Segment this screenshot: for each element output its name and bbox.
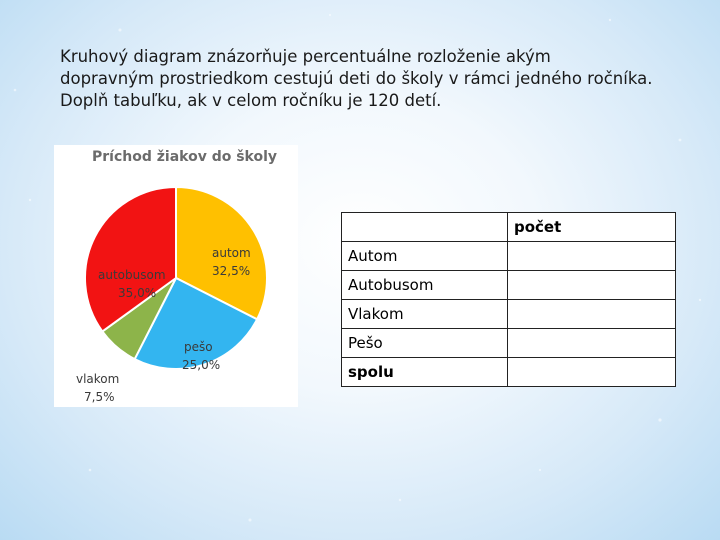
pie-chart (54, 145, 298, 407)
row-label: Autobusom (342, 271, 508, 300)
row-label: Vlakom (342, 300, 508, 329)
table-row (342, 271, 676, 300)
task-line-3: Doplň tabuľku, ak v celom ročníku je 120 detí. (60, 91, 442, 110)
pie-chart-image (54, 145, 298, 407)
slice-label-autom: autom (212, 246, 251, 260)
row-label: Autom (342, 242, 508, 271)
slice-label-autobusom: autobusom (98, 268, 166, 282)
slice-label-vlakom: vlakom (76, 372, 120, 386)
task-text (60, 46, 710, 112)
slice-value-autom: 32,5% (212, 264, 251, 278)
slice-value-pešo: 25,0% (182, 358, 221, 372)
task-line-2: dopravným prostriedkom cestujú deti do školy v rámci jedného ročníka. (60, 69, 653, 88)
slice-value-vlakom: 7,5% (84, 390, 115, 404)
table-header-row (342, 213, 676, 242)
table-row (342, 329, 676, 358)
table-row-total (342, 358, 676, 387)
row-label: Pešo (342, 329, 508, 358)
table-header-count: počet (508, 213, 676, 242)
table-row (342, 300, 676, 329)
table-row (342, 242, 676, 271)
row-value-input[interactable] (508, 329, 676, 358)
slice-value-autobusom: 35,0% (118, 286, 157, 300)
chart-title: Príchod žiakov do školy (92, 149, 278, 165)
row-label-total: spolu (342, 358, 508, 387)
task-line-1: Kruhový diagram znázorňuje percentuálne rozloženie akým (60, 47, 551, 66)
slice-label-pešo: pešo (184, 340, 213, 354)
row-value-input[interactable] (508, 242, 676, 271)
row-value-input[interactable] (508, 271, 676, 300)
table-header-empty (342, 213, 508, 242)
answer-table (341, 212, 676, 387)
row-value-input[interactable] (508, 300, 676, 329)
row-value-total-input[interactable] (508, 358, 676, 387)
